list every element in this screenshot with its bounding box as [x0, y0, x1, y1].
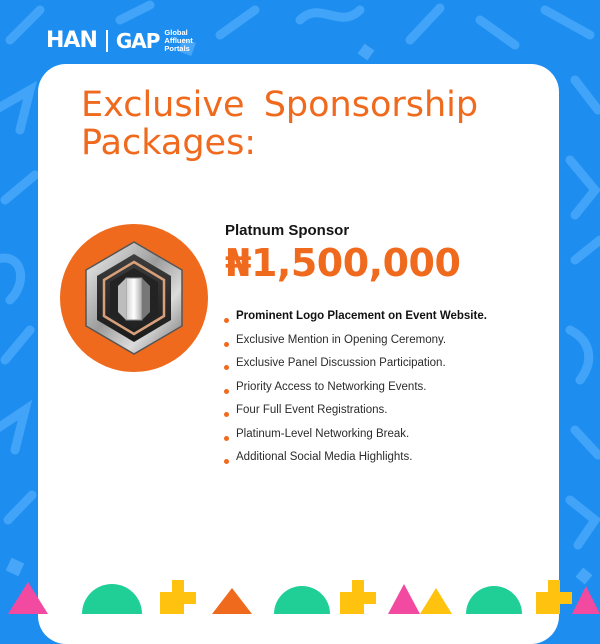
benefit-item: [222, 399, 552, 423]
bullet-icon: [224, 412, 229, 417]
platinum-hexagon-badge-icon: [60, 224, 208, 372]
bullet-icon: [224, 459, 229, 464]
benefit-item: [222, 423, 552, 447]
page-title: Exclusive Sponsorship Packages:: [81, 85, 479, 163]
bullet-icon: [224, 318, 229, 323]
benefit-text: Priority Access to Networking Events.: [236, 380, 427, 393]
benefit-text: Prominent Logo Placement on Event Website.: [236, 310, 487, 322]
gap-logo: GAP: [115, 29, 160, 53]
han-logo: HAN: [46, 28, 97, 53]
benefit-text: Exclusive Mention in Opening Ceremony.: [236, 333, 447, 346]
sponsor-price: ₦1,500,000: [225, 241, 461, 285]
bullet-icon: [224, 365, 229, 370]
benefit-text: Four Full Event Registrations.: [236, 404, 388, 416]
bullet-icon: [224, 436, 229, 441]
benefit-item: [222, 329, 552, 353]
benefit-text: Platinum-Level Networking Break.: [236, 427, 410, 440]
sponsor-tier-name: Platnum Sponsor: [225, 222, 350, 239]
benefit-item: [222, 305, 552, 329]
logo-divider: [106, 30, 108, 52]
footer-decoration: [0, 578, 600, 614]
bullet-icon: [224, 389, 229, 394]
gap-logo-text: Global Affluent Portals: [164, 28, 193, 53]
benefit-item: [222, 446, 552, 470]
benefit-item: [222, 352, 552, 376]
benefit-text: Exclusive Panel Discussion Participation.: [236, 357, 446, 369]
benefits-list: [222, 305, 552, 470]
benefit-item: [222, 376, 552, 400]
header-logos: [46, 26, 193, 56]
bullet-icon: [224, 342, 229, 347]
benefit-text: Additional Social Media Highlights.: [236, 451, 413, 463]
